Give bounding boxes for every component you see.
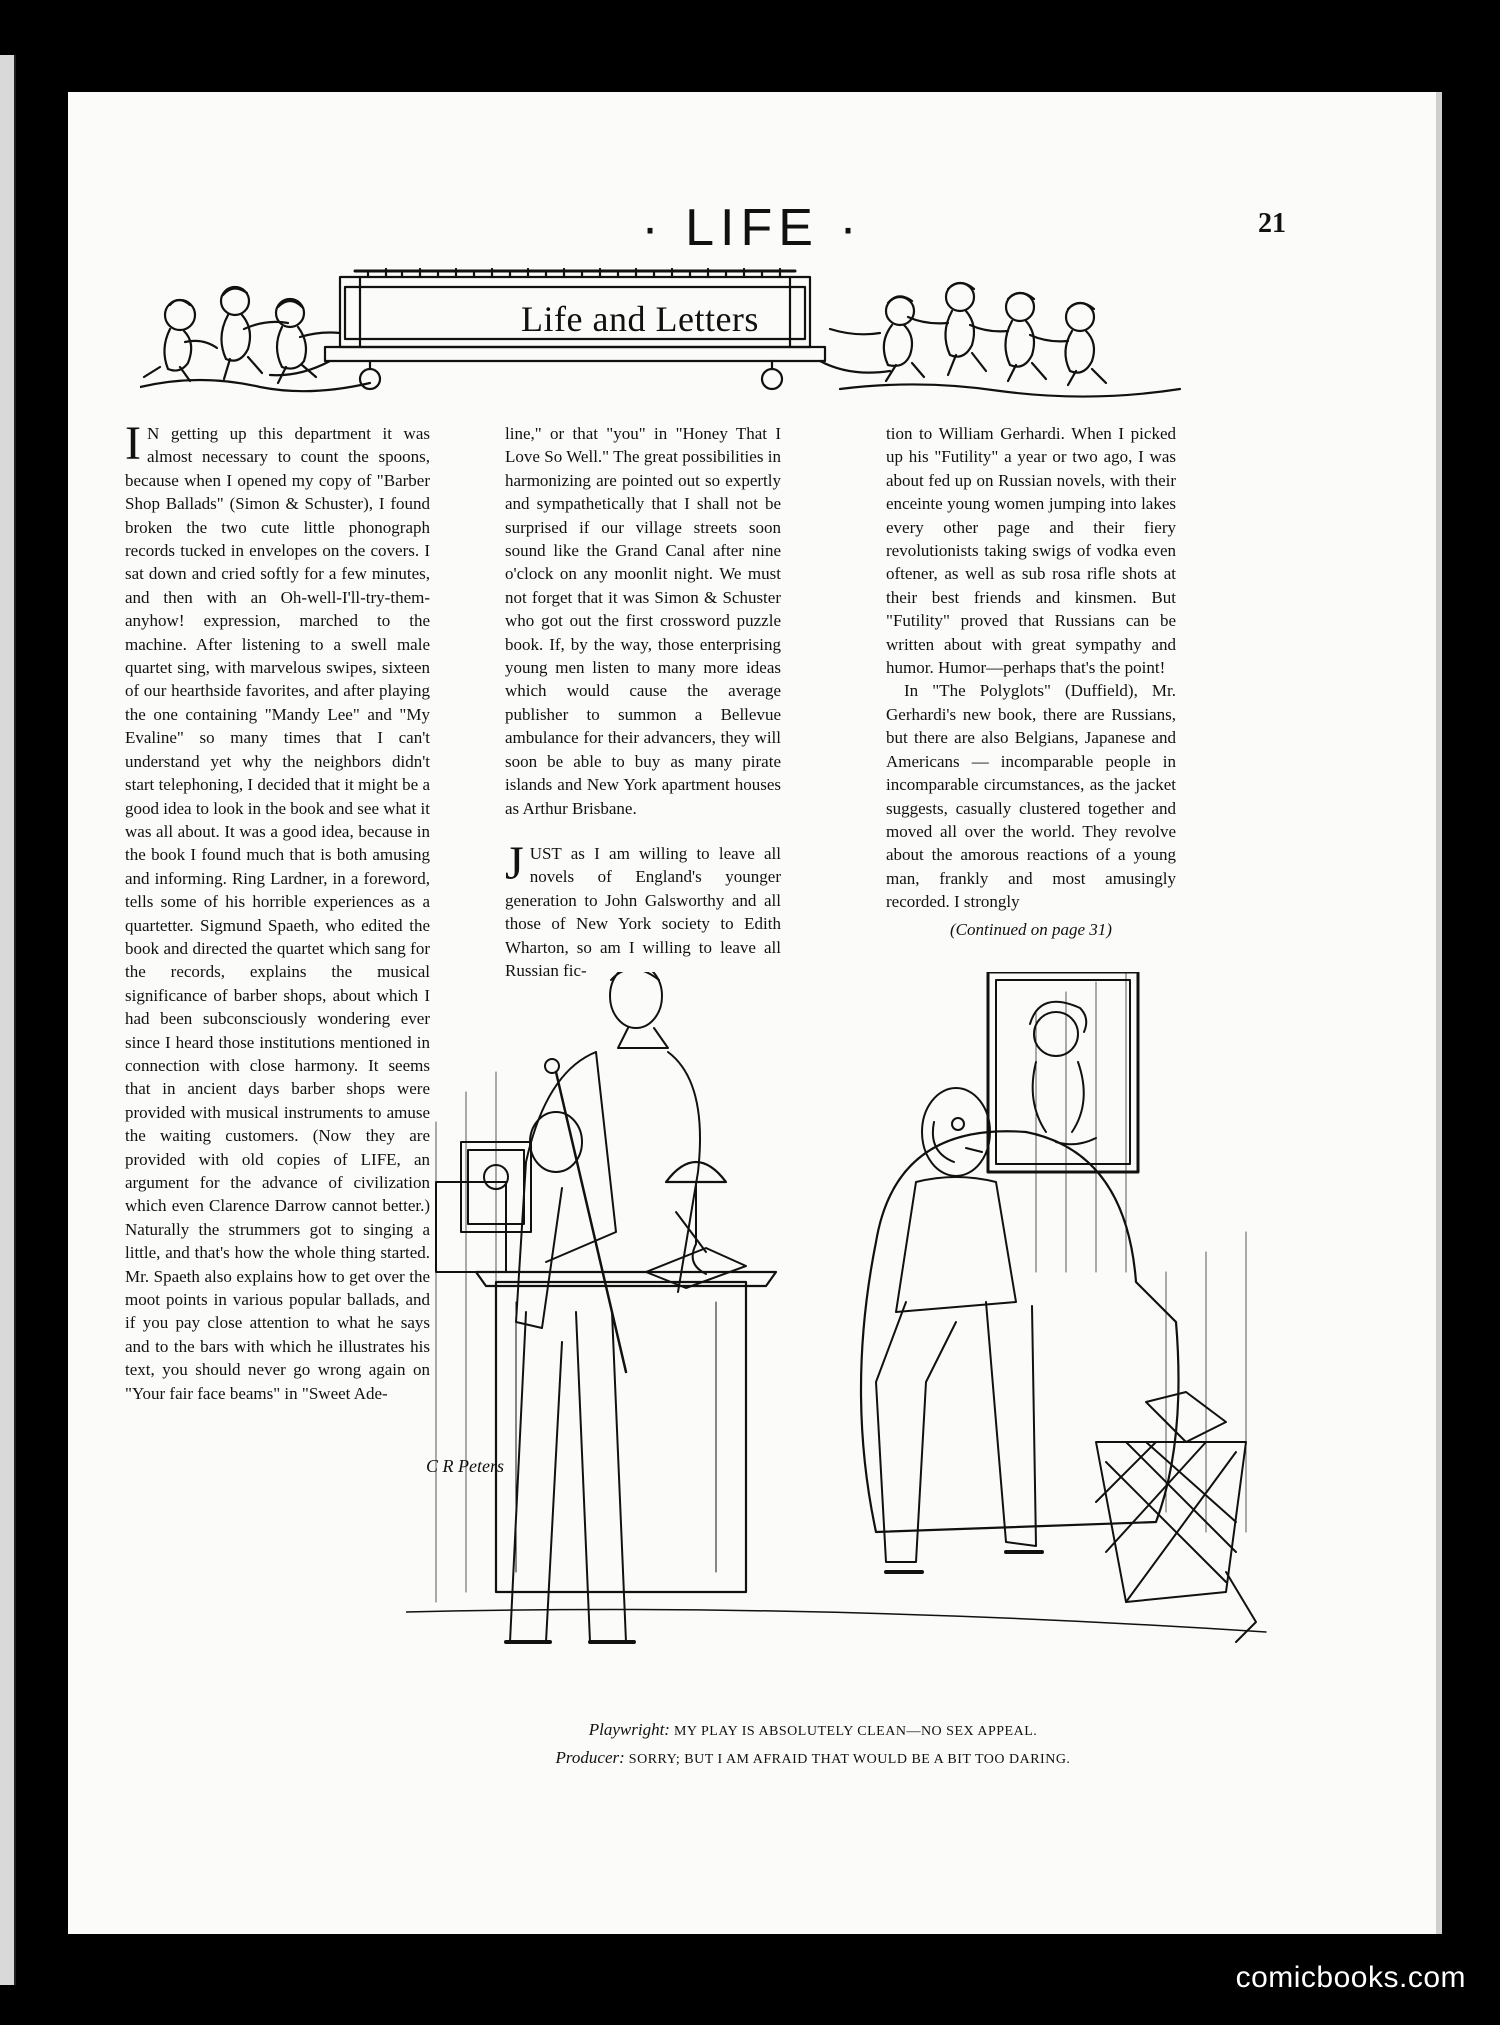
article-column-1 xyxy=(125,417,430,1832)
caption-text-2: SORRY; BUT I AM AFRAID THAT WOULD BE A BIT TOO DARING. xyxy=(628,1752,1071,1767)
article-paragraph: In "The Polyglots" (Duffield), Mr. Gerhardi's new book, there are Russians, but there are also Belgians, Japanese and Americans — incomparable people in incomparable circumstances, as the jacket suggests, casually clustered together and moved all over the world. They revolve about the amorous reactions of a young man, frankly and most amusingly recorded. I strongly xyxy=(886,681,1176,912)
article-paragraph xyxy=(125,417,430,1405)
caption-text-1: MY PLAY IS ABSOLUTELY CLEAN—NO SEX APPEAL. xyxy=(673,1724,1038,1739)
drop-cap: I xyxy=(125,417,141,470)
caption-speaker-2: Producer: xyxy=(555,1748,625,1767)
section-banner xyxy=(140,267,1246,407)
caption-speaker-1: Playwright: xyxy=(588,1720,670,1739)
playwright-producer-drawing xyxy=(406,972,1276,1702)
continued-note: (Continued on page 31) xyxy=(950,919,1112,939)
article-column-2 xyxy=(505,422,781,980)
article-paragraph: tion to William Gerhardi. When I picked up his "Futility" a year or two ago, I was about fed up on Russian novels, with their enceinte young women jumping into lakes every other page and their fiery revolutionists taking swigs of vodka even oftener, as well as sub rosa rifle shots at their best friends and kinsmen. But "Futility" proved that Russians can be written about with great sympathy and humor. Humor—perhaps that's the point! xyxy=(886,424,1176,678)
section-title: Life and Letters xyxy=(521,299,759,339)
paragraph-text: UST as I am willing to leave all novels of England's younger generation to John Galsworthy and all those of New York society to Edith Wharton, so am I willing to leave all Russian fic- xyxy=(505,843,781,980)
caption-line-2 xyxy=(438,1745,1188,1773)
masthead-title: · LIFE · xyxy=(641,199,863,257)
previous-page-edge xyxy=(0,55,16,1985)
caption-line-1 xyxy=(438,1717,1188,1745)
article-paragraph: line," or that "you" in "Honey That I Love So Well." The great possibilities in harmonizing are pointed out so expertly and sympathetically that I shall not be surprised if our village streets soon sound like the Grand Canal after nine o'clock on any moonlit night. We must not forget that it was Simon & Schuster who got out the first crossword puzzle book. If, by the way, those enterprising young men listen to many more ideas which would cause the average publisher to summon a Bellevue ambulance for their advancers, they will soon be able to buy as many pirate islands and New York apartment houses as Arthur Brisbane. xyxy=(505,424,781,818)
article-paragraph xyxy=(505,836,781,982)
drop-cap: J xyxy=(505,836,524,890)
cartoon-caption xyxy=(438,1717,1188,1773)
artist-signature: C R Peters xyxy=(426,1456,504,1476)
magazine-page xyxy=(68,92,1442,1934)
left-cherubs-drawing xyxy=(140,287,370,391)
page-number: 21 xyxy=(1258,208,1286,239)
site-watermark: comicbooks.com xyxy=(1235,1961,1466,1994)
right-cherubs-drawing xyxy=(830,283,1180,397)
cartoon-illustration xyxy=(406,972,1276,1702)
article-column-3 xyxy=(886,422,1176,992)
paragraph-text: N getting up this department it was almost necessary to count the spoons, because when I opened my copy of "Barber Shop Ballads" (Simon & Schuster), I found broken the two cute little phonograph records tucked in envelopes on the covers. I sat down and cried softly for a few minutes, and then with an Oh-well-I'll-try-them-anyhow! expression, marched to the machine. After listening to a swell male quartet sing, with marvelous swipes, sixteen of our hearthside favorites, and after playing the one containing "Mandy Lee" and "My Evaline" so many times that I can't understand yet why the neighbors didn't start telephoning, I decided that it might be a good idea to look in the book and see what it was all about. It was a good idea, because in the book I found much that is both amusing and informing. Ring Lardner, in a foreword, tells some of his horrible experiences as a quartetter. Sigmund Spaeth, who edited the book and directed the quartet which sang for the records, explains the musical significance of barber shops, about which I had been subconsciously wondering ever since I heard those institutions mentioned in connection with close harmony. It seems that in ancient days barber shops were provided with musical instruments to amuse the waiting customers. (Now they are provided with old copies of LIFE, an argument for the advance of civilization which even Clarence Darrow cannot better.) Naturally the strummers got to singing a little, and that's how the whole thing started. Mr. Spaeth also explains how to get over the moot points in various popular ballads, and if you pay close attention to what he says and to the bars with which he illustrates his text, you should never go wrong again on "Your fair face beams" in "Sweet Ade- xyxy=(125,424,430,1403)
